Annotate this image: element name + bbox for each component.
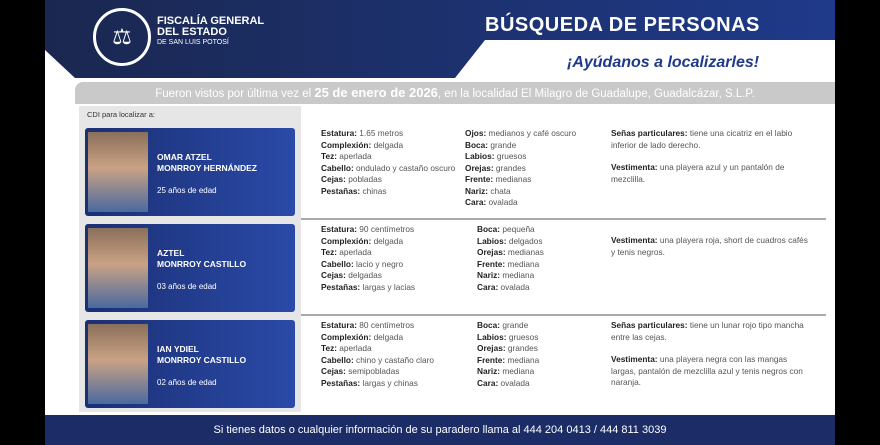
- person-card: [85, 128, 295, 216]
- attribute: Nariz: mediana: [477, 366, 535, 376]
- attribute: Cejas: semipobladas: [321, 366, 400, 376]
- person-name: OMAR ATZEL MONRROY HERNÁNDEZ: [157, 152, 257, 173]
- attribute: Nariz: chata: [465, 185, 511, 196]
- persons-column: [79, 106, 301, 412]
- clothing: Vestimenta: una playera azul y un pantalón de mezclilla.: [611, 162, 785, 184]
- attribute: Frente: mediana: [477, 258, 540, 269]
- attribute: Estatura: 1.65 metros: [321, 128, 404, 138]
- person-description: [305, 224, 835, 314]
- attribute: Boca: grande: [465, 139, 517, 150]
- subtitle: ¡Ayúdanos a localizarles!: [567, 54, 760, 71]
- attribute: Cabello: ondulado y castaño oscuro: [321, 162, 456, 173]
- attribute: Pestañas: largas y lacias: [321, 281, 416, 292]
- divider: [301, 218, 826, 220]
- footer-contact: Si tienes datos o cualquier información de su paradero llama al 444 204 0413 / 444 811 3039: [45, 415, 835, 445]
- person-name: IAN YDIEL MONRROY CASTILLO: [157, 344, 247, 365]
- attribute: Orejas: grandes: [465, 162, 526, 173]
- person-card: [85, 320, 295, 408]
- clothing: Vestimenta: una playera negra con las mangas largas, pantalón de mezclilla azul y tenis negros con naranja.: [611, 354, 803, 387]
- person-card: [85, 224, 295, 312]
- attribute: Frente: mediana: [477, 354, 540, 365]
- attribute: Tez: aperlada: [321, 343, 372, 353]
- attribute: Tez: aperlada: [321, 151, 372, 161]
- divider: [301, 314, 826, 316]
- attribute: Complexión: delgada: [321, 331, 404, 342]
- attribute: Orejas: medianas: [477, 247, 544, 257]
- attribute: Boca: pequeña: [477, 224, 535, 234]
- attribute: Cejas: pobladas: [321, 174, 382, 184]
- attribute: Pestañas: largas y chinas: [321, 377, 418, 388]
- cdi-label: CDI para localizar a:: [87, 110, 155, 119]
- person-description: [305, 320, 835, 410]
- last-seen-banner: Fueron vistos por última vez el 25 de enero de 2026, en la localidad El Milagro de Guadalupe, Guadalcázar, S.L.P.: [75, 82, 835, 104]
- attribute: Cara: ovalada: [465, 197, 518, 207]
- org-name: FISCALÍA GENERAL DEL ESTADO DE SAN LUIS POTOSÍ: [157, 15, 265, 46]
- attribute: Labios: gruesos: [465, 151, 527, 161]
- attribute: Cara: ovalada: [477, 377, 530, 388]
- person-photo: [88, 132, 148, 212]
- attribute: Complexión: delgada: [321, 139, 404, 150]
- attribute: Labios: delgados: [477, 235, 543, 246]
- person-name: AZTEL MONRROY CASTILLO: [157, 248, 247, 269]
- attribute: Ojos: medianos y café oscuro: [465, 128, 577, 138]
- distinguishing-marks: Señas particulares: tiene una cicatriz en el labio inferior de lado derecho.: [611, 128, 793, 150]
- attribute: Tez: aperlada: [321, 247, 372, 257]
- poster: [45, 0, 835, 445]
- person-age: 25 años de edad: [157, 186, 217, 195]
- attribute: Estatura: 90 centímetros: [321, 224, 415, 234]
- person-photo: [88, 228, 148, 308]
- person-description: [305, 128, 835, 218]
- attribute: Cejas: delgadas: [321, 270, 382, 280]
- attribute: Orejas: grandes: [477, 343, 538, 353]
- attribute: Cabello: chino y castaño claro: [321, 354, 434, 365]
- attribute: Complexión: delgada: [321, 235, 404, 246]
- person-age: 02 años de edad: [157, 378, 217, 387]
- person-age: 03 años de edad: [157, 282, 217, 291]
- attribute: Labios: gruesos: [477, 331, 539, 342]
- page-title: BÚSQUEDA DE PERSONAS: [485, 14, 760, 36]
- attribute: Cabello: lacio y negro: [321, 258, 404, 269]
- attribute: Boca: grande: [477, 320, 529, 330]
- attribute: Cara: ovalada: [477, 281, 530, 292]
- attribute: Nariz: mediana: [477, 270, 535, 280]
- fiscalia-seal-icon: ⚖: [93, 8, 151, 66]
- attribute: Pestañas: chinas: [321, 185, 387, 196]
- person-photo: [88, 324, 148, 404]
- attribute: Frente: medianas: [465, 174, 532, 184]
- attribute: Estatura: 80 centímetros: [321, 320, 415, 330]
- clothing: Vestimenta: una playera roja, short de cuadros cafés y tenis negros.: [611, 235, 808, 257]
- distinguishing-marks: Señas particulares: tiene un lunar rojo tipo mancha entre las cejas.: [611, 320, 804, 342]
